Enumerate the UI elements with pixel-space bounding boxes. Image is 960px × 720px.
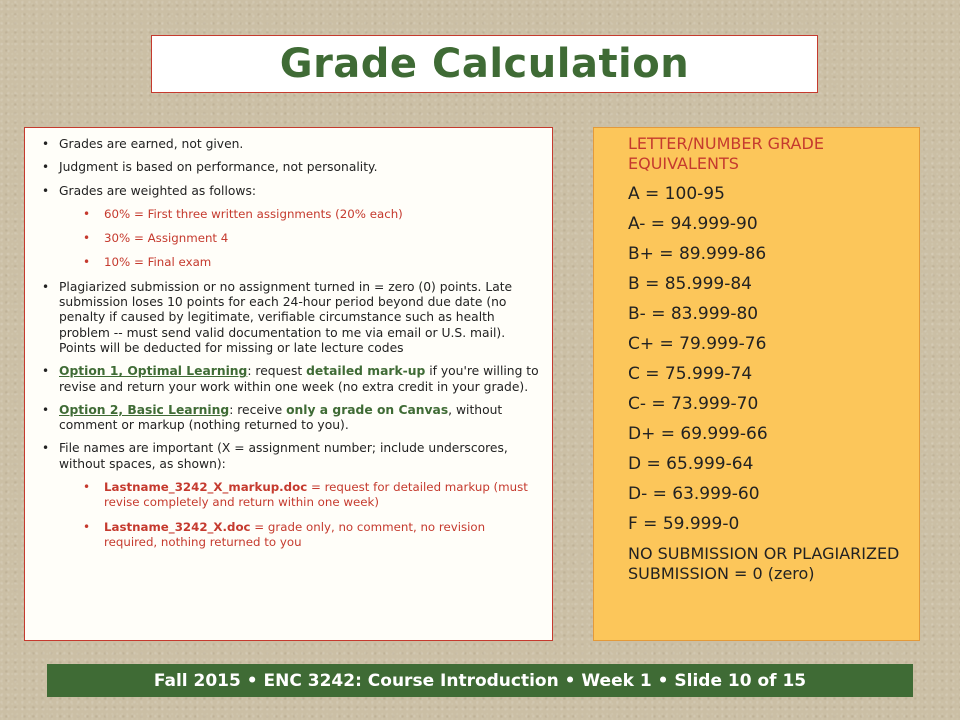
grade-scale-panel — [593, 127, 920, 641]
grade-scale-heading: LETTER/NUMBER GRADE EQUIVALENTS — [628, 134, 824, 173]
title-box — [151, 35, 818, 93]
grade-d-minus: D- = 63.999-60 — [628, 484, 760, 504]
file-grade-only-desc: = grade only, no comment, no revision required, nothing returned to you — [104, 519, 486, 549]
bullet-judgment: • Judgment is based on performance, not personality. — [35, 160, 542, 175]
file-markup-name: Lastname_3242_X_markup.doc — [104, 480, 308, 495]
bullet-earned: • Grades are earned, not given. — [35, 137, 542, 152]
bullet-option-2 — [35, 403, 542, 434]
bullet-plagiarism: • Plagiarized submission or no assignment turned in = zero (0) points. Late submission loses 10 points for each 24-hour period beyond due date (no penalty if caused by legitimate, verifiable circumstance such as health problem -- must send valid documentation to me via email or U.S. mail). Points will be deducted for missing or late lecture codes — [35, 280, 542, 356]
grade-d: D = 65.999-64 — [628, 454, 754, 474]
option-1-text: if you're willing to revise and return your work within one week (no extra credit in your grade). — [59, 364, 539, 394]
grade-b-minus: B- = 83.999-80 — [628, 304, 759, 324]
slide-title: Grade Calculation — [279, 41, 690, 87]
grade-a: A = 100-95 — [628, 184, 725, 204]
file-grade-only — [35, 520, 542, 551]
grade-c: C = 75.999-74 — [628, 364, 753, 384]
weight-written: • 60% = First three written assignments (20% each) — [35, 207, 542, 222]
weight-final-exam: • 10% = Final exam — [35, 255, 542, 270]
bullet-weighted: • Grades are weighted as follows: — [35, 184, 542, 199]
grade-f: F = 59.999-0 — [628, 514, 740, 534]
option-2-sep: : receive — [229, 402, 287, 417]
grade-b: B = 85.999-84 — [628, 274, 752, 294]
file-markup — [35, 480, 542, 511]
no-submission-note: NO SUBMISSION OR PLAGIARIZED SUBMISSION = 0 (zero) — [628, 544, 900, 583]
grade-c-plus: C+ = 79.999-76 — [628, 334, 767, 354]
option-2-text: , without comment or markup (nothing returned to you). — [59, 402, 503, 433]
bullet-file-names: • File names are important (X = assignment number; include underscores, without spaces, as shown): — [35, 441, 542, 472]
policy-list — [35, 137, 542, 550]
file-grade-only-name: Lastname_3242_X.doc — [104, 519, 251, 534]
option-2-link[interactable]: Option 2, Basic Learning — [59, 402, 230, 417]
footer-text: Fall 2015 • ENC 3242: Course Introduction • Week 1 • Slide 10 of 15 — [153, 670, 807, 691]
slide-footer — [47, 664, 913, 697]
weight-assignment4: • 30% = Assignment 4 — [35, 231, 542, 246]
option-1-emphasis: detailed mark-up — [306, 364, 426, 379]
grade-c-minus: C- = 73.999-70 — [628, 394, 759, 414]
option-2-emphasis: only a grade on Canvas — [286, 402, 449, 417]
option-1-sep: : request — [247, 364, 307, 379]
grade-b-plus: B+ = 89.999-86 — [628, 244, 767, 264]
bullet-option-1 — [35, 364, 542, 395]
file-markup-desc: = request for detailed markup (must revise completely and return within one week) — [104, 480, 528, 510]
option-1-link[interactable]: Option 1, Optimal Learning — [59, 364, 248, 379]
grade-d-plus: D+ = 69.999-66 — [628, 424, 768, 444]
grade-a-minus: A- = 94.999-90 — [628, 214, 758, 234]
policy-panel — [24, 127, 553, 641]
